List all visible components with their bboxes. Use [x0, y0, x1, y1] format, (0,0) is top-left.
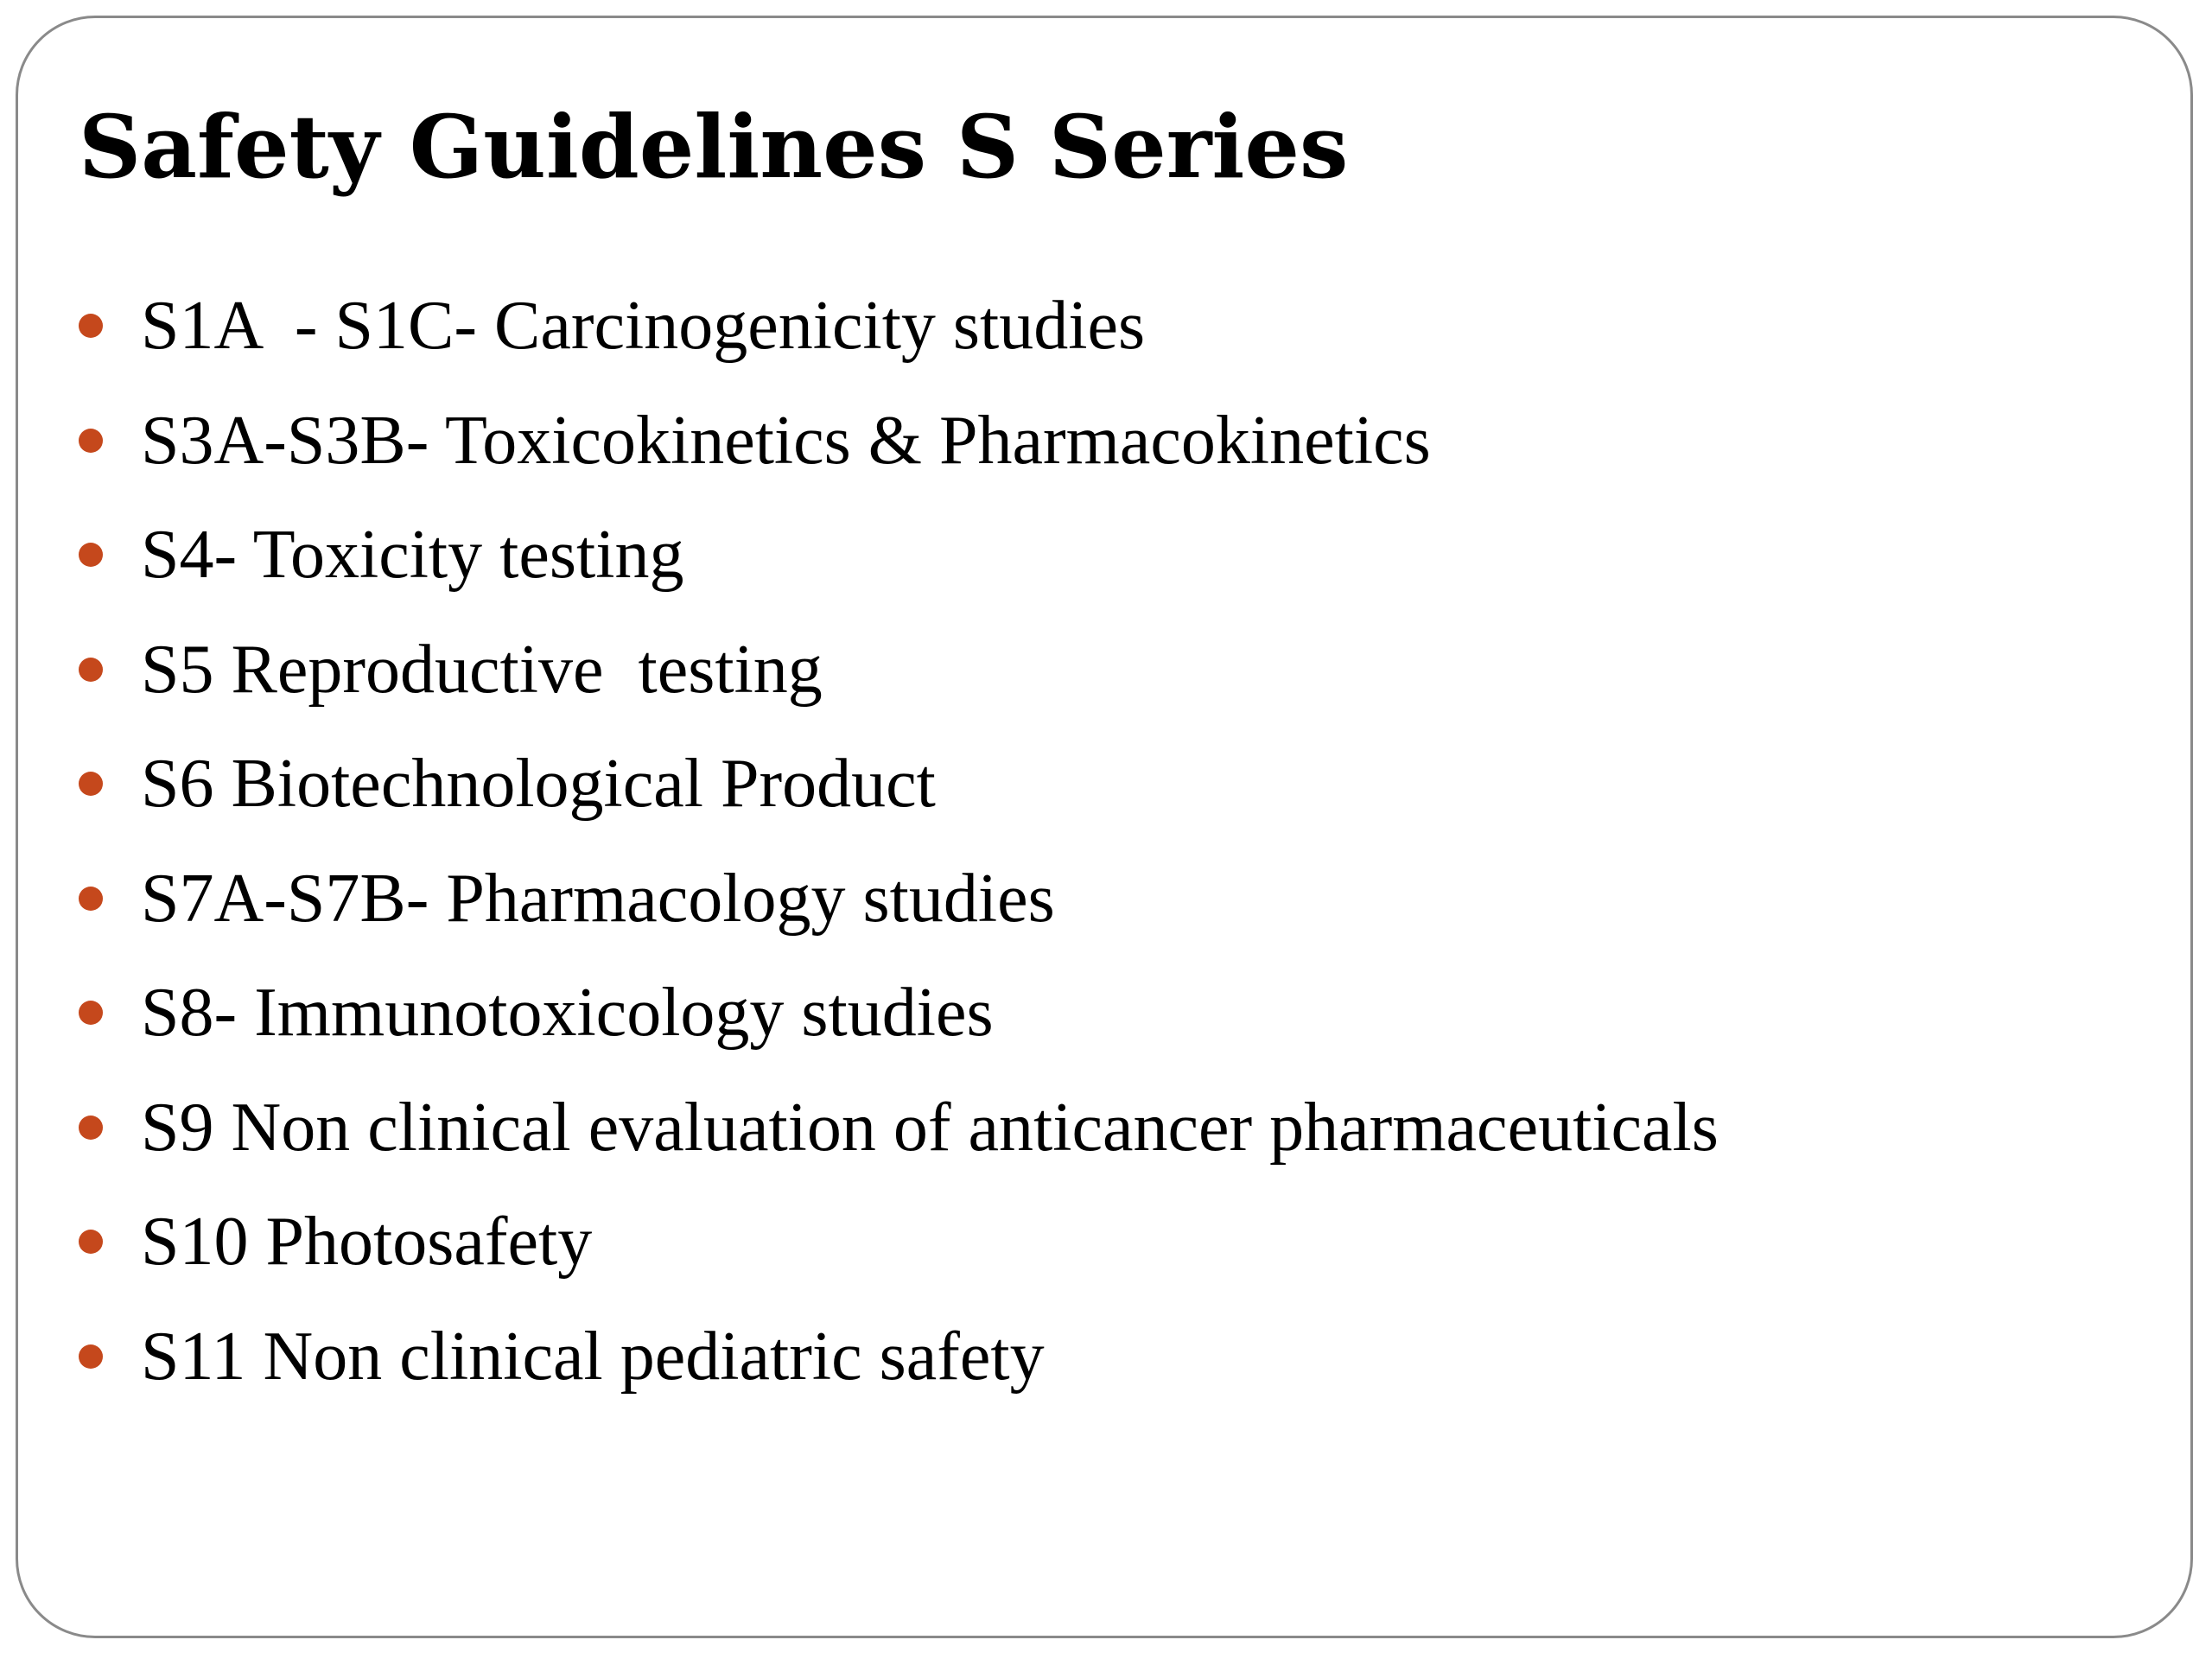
slide-frame [16, 16, 2193, 1638]
bullet-dot-icon [79, 429, 103, 453]
list-item-label: S11 Non clinical pediatric safety [141, 1318, 1045, 1395]
list-item [79, 727, 1719, 842]
slide-title: Safety Guidelines S Series [79, 96, 1349, 198]
list-item-label: S1A - S1C- Carcinogenicity studies [141, 288, 1146, 365]
bullet-dot-icon [79, 772, 103, 796]
bullet-dot-icon [79, 1344, 103, 1369]
list-item [79, 842, 1719, 957]
bullet-dot-icon [79, 543, 103, 567]
list-item [79, 384, 1719, 499]
bullet-dot-icon [79, 1230, 103, 1254]
list-item [79, 956, 1719, 1071]
list-item-label: S5 Reproductive testing [141, 631, 823, 708]
bullet-dot-icon [79, 314, 103, 338]
list-item-label: S7A-S7B- Pharmacology studies [141, 860, 1055, 937]
bullet-dot-icon [79, 887, 103, 911]
bullet-dot-icon [79, 1001, 103, 1025]
list-item [79, 498, 1719, 613]
list-item-label: S6 Biotechnological Product [141, 746, 936, 823]
list-item [79, 1185, 1719, 1300]
bullet-dot-icon [79, 658, 103, 682]
list-item [79, 1300, 1719, 1414]
list-item-label: S8- Immunotoxicology studies [141, 975, 994, 1052]
bullet-dot-icon [79, 1116, 103, 1140]
bullet-list [79, 269, 1719, 1414]
list-item-label: S3A-S3B- Toxicokinetics & Pharmacokinetics [141, 402, 1431, 479]
list-item [79, 1071, 1719, 1185]
list-item [79, 613, 1719, 728]
list-item-label: S4- Toxicity testing [141, 517, 684, 594]
list-item-label: S10 Photosafety [141, 1204, 593, 1281]
list-item-label: S9 Non clinical evaluation of anticancer pharmaceuticals [141, 1089, 1719, 1166]
list-item [79, 269, 1719, 384]
